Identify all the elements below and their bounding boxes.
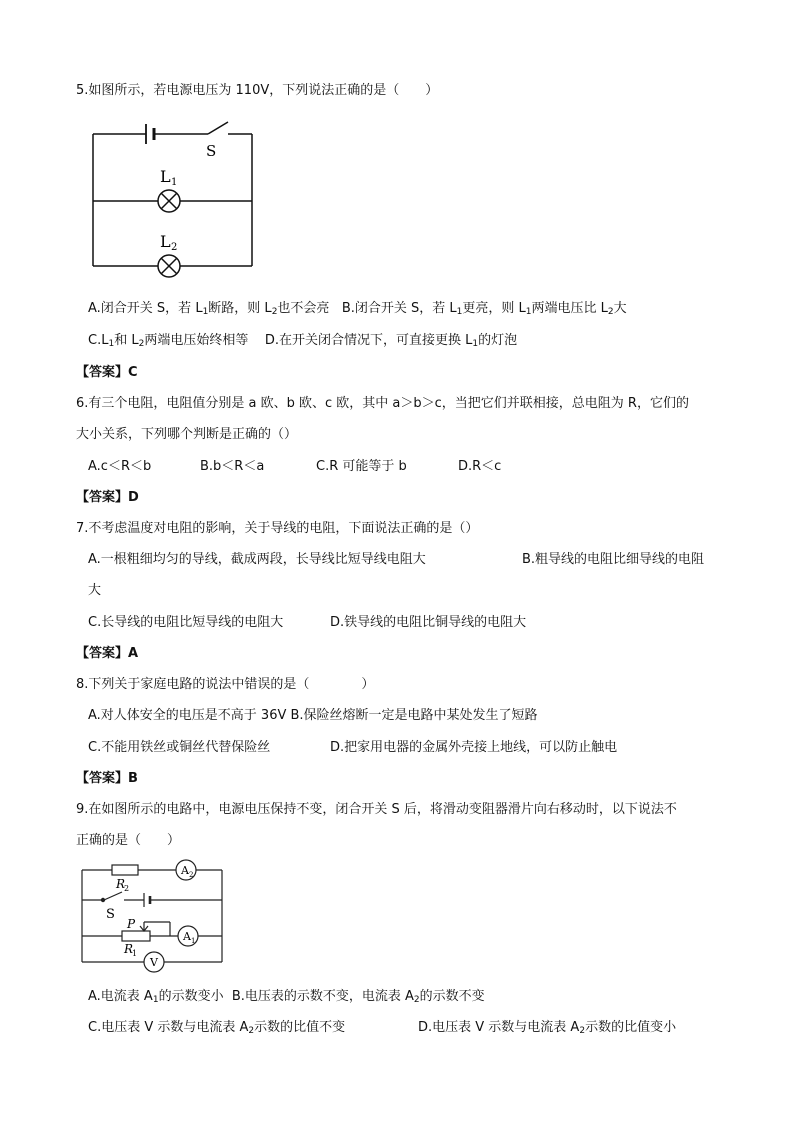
- q6-answer: 【答案】D: [76, 490, 139, 505]
- q9-r2-label: R: [116, 877, 126, 891]
- q9-r2-sub: 2: [124, 884, 130, 893]
- q5-options-cd: $C.L_1$和 $L_2$两端电压始终相等 D.在开关闭合情况下，可直接更换 $L_1$的灯泡: [88, 333, 518, 349]
- q5-lamp2-sub: 2: [171, 242, 178, 253]
- q9-a2-sub: 2: [189, 871, 194, 879]
- q9-option-d: D.电压表 V 示数与电流表 $A_2$示数的比值变小: [418, 1020, 677, 1036]
- q9-p-label: P: [127, 917, 136, 931]
- q9-options-ab: A.电流表 $A_1$的示数变小 B.电压表的示数不变，电流表 $A_2$的示数不变: [88, 989, 485, 1005]
- q5-options-ab: A.闭合开关 S，若 $L_1$断路，则 $L_2$也不会亮 B.闭合开关 S，若 $L_1$更亮，则 $L_1$两端电压比 $L_2$大: [88, 301, 627, 317]
- q7-option-d: D.铁导线的电阻比铜导线的电阻大: [330, 615, 527, 630]
- q8-option-c: C.不能用铁丝或铜丝代替保险丝: [88, 740, 271, 755]
- q5-stem: 5.如图所示，若电源电压为 110V，下列说法正确的是（ ）: [76, 83, 439, 98]
- q5-switch-label: S: [206, 142, 217, 160]
- q5-lamp2-label: L: [160, 232, 171, 251]
- q9-r1-sub: 1: [132, 949, 138, 958]
- q9-switch-label: S: [106, 907, 115, 922]
- q7-answer: 【答案】A: [76, 646, 139, 661]
- q9-circuit-figure: [78, 856, 228, 976]
- q7-option-a: A.一根粗细均匀的导线，截成两段，长导线比短导线电阻大: [88, 552, 426, 567]
- q9-stem-line2: 正确的是（ ）: [76, 833, 181, 848]
- q6-option-a: A.c＜R＜b: [88, 459, 152, 474]
- q6-option-d: D.R＜c: [458, 459, 502, 474]
- q9-r1-label: R: [124, 942, 134, 956]
- q8-stem: 8.下列关于家庭电路的说法中错误的是（ ）: [76, 677, 375, 692]
- q5-lamp1-label: L: [160, 167, 171, 186]
- q7-stem: 7.不考虑温度对电阻的影响，关于导线的电阻，下面说法正确的是（）: [76, 521, 479, 536]
- q5-circuit-figure: [90, 118, 258, 284]
- q5-lamp1-sub: 1: [171, 177, 178, 188]
- q8-options-ab: A.对人体安全的电压是不高于 36V B.保险丝熔断一定是电路中某处发生了短路: [88, 708, 538, 723]
- q7-option-c: C.长导线的电阻比短导线的电阻大: [88, 615, 284, 630]
- q7-option-b: B.粗导线的电阻比细导线的电阻: [522, 552, 705, 567]
- q6-option-c: C.R 可能等于 b: [316, 459, 407, 474]
- q9-a1-sub: 1: [191, 937, 196, 945]
- q5-answer: 【答案】C: [76, 365, 138, 380]
- q9-v-label: V: [150, 956, 158, 969]
- q8-answer: 【答案】B: [76, 771, 138, 786]
- q8-option-d: D.把家用电器的金属外壳接上地线，可以防止触电: [330, 740, 618, 755]
- q9-stem-line1: 9.在如图所示的电路中，电源电压保持不变，闭合开关 S 后，将滑动变阻器滑片向右移动时，以下说法不: [76, 802, 677, 817]
- q9-option-c: C.电压表 V 示数与电流表 $A_2$示数的比值不变: [88, 1020, 346, 1036]
- q6-stem-line1: 6.有三个电阻，电阻值分别是 a 欧、b 欧、c 欧，其中 a＞b＞c，当把它们并联相接，总电阻为 R，它们的: [76, 396, 689, 411]
- q6-option-b: B.b＜R＜a: [200, 459, 265, 474]
- q6-stem-line2: 大小关系，下列哪个判断是正确的（）: [76, 427, 298, 442]
- q9-a1-label: A: [183, 930, 191, 943]
- q7-option-b-cont: 大: [88, 583, 102, 598]
- q9-a2-label: A: [181, 864, 189, 877]
